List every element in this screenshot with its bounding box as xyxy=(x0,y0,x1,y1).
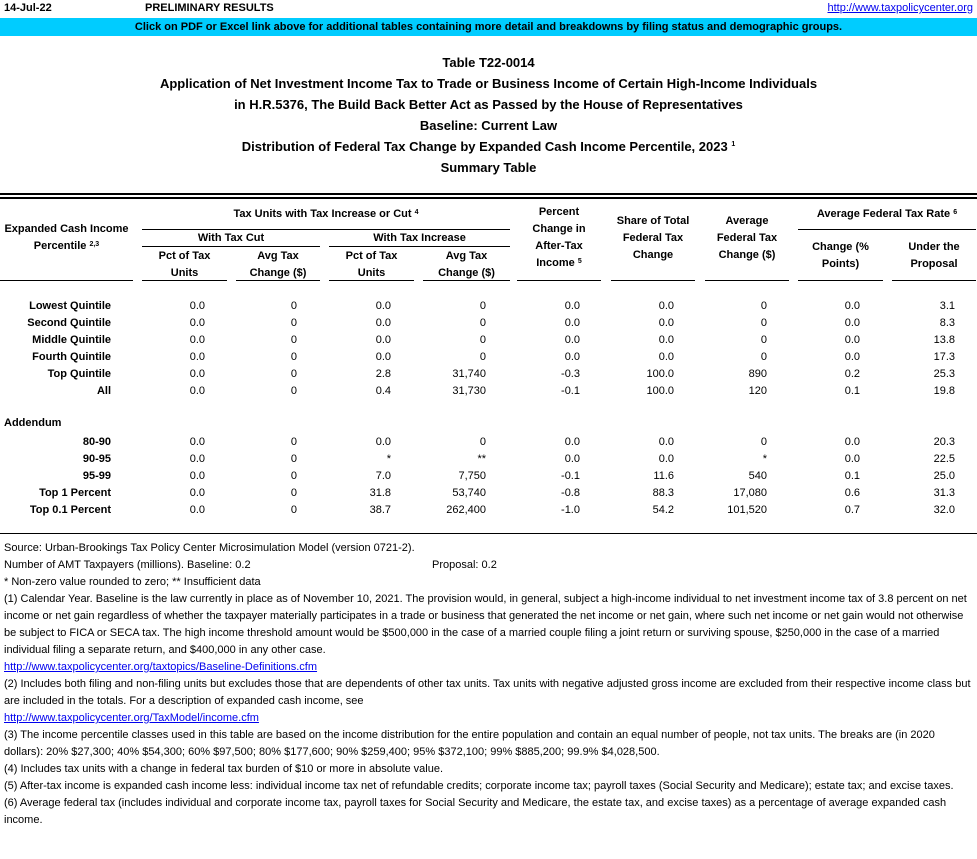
cell-share: 11.6 xyxy=(653,470,674,482)
cell-aftertax: -0.3 xyxy=(561,368,580,380)
cell-aftertax: -0.8 xyxy=(561,487,580,499)
table-row xyxy=(0,332,977,349)
table-row xyxy=(0,451,977,468)
cell-aftertax: -0.1 xyxy=(561,470,580,482)
cell-cut-pct: 0.0 xyxy=(189,453,205,465)
rule xyxy=(798,280,883,281)
cell-aftertax: 0.0 xyxy=(564,317,580,329)
col-with-increase: With Tax Increase xyxy=(373,232,466,244)
cell-aftertax: 0.0 xyxy=(564,334,580,346)
rule xyxy=(705,280,789,281)
cell-rate: 22.5 xyxy=(933,453,955,465)
cell-inc-avg: 0 xyxy=(479,317,486,329)
info-banner: Click on PDF or Excel link above for additional tables containing more detail and breakdowns by filing status and demographic groups. xyxy=(0,18,977,36)
bottom-rule xyxy=(0,533,977,534)
table-row xyxy=(0,485,977,502)
row-label: Fourth Quintile xyxy=(32,351,111,363)
cell-share: 0.0 xyxy=(658,351,674,363)
note-amt: Number of AMT Taxpayers (millions). Baseline: 0.2 Proposal: 0.2 xyxy=(4,559,497,571)
cell-cut-avg: 0 xyxy=(290,334,297,346)
cell-rate-chg: 0.1 xyxy=(844,385,860,397)
cell-avgfed: 0 xyxy=(760,436,767,448)
rule xyxy=(142,280,227,281)
rule xyxy=(0,280,133,281)
notes xyxy=(4,540,974,829)
cell-rate-chg: 0.6 xyxy=(844,487,860,499)
cell-share: 100.0 xyxy=(646,385,674,397)
cell-inc-avg: 0 xyxy=(479,436,486,448)
note-1: (1) Calendar Year. Baseline is the law currently in place as of November 10, 2021. The provision would, in general, subject a high-income individual to net investment income tax of 3.8 percent on net income or net gain regardless of whether the taxpayer materially participates in a trade or business that generated the net income or net gain, where such net income or net gain would not otherwise be subject to FICA or SECA tax. The high income threshold amount would be $500,000 in the case of a married couple filing a joint return or surviving spouse, $250,000 in the case of a married individual filing a separate return, and $400,000 in any other case. xyxy=(4,593,967,656)
col-cut-pct: Pct of Tax Units xyxy=(158,250,211,279)
col-rate-under: Under the Proposal xyxy=(908,241,960,270)
cell-inc-pct: 0.0 xyxy=(375,317,391,329)
row-label: 95-99 xyxy=(82,470,111,482)
cell-rate-chg: 0.1 xyxy=(844,470,860,482)
cell-inc-pct: 0.0 xyxy=(375,436,391,448)
title-line-2: in H.R.5376, The Build Back Better Act as Passed by the House of Representatives xyxy=(234,97,743,112)
col-group-units: Tax Units with Tax Increase or Cut $^4$ xyxy=(233,208,419,220)
col-with-cut: With Tax Cut xyxy=(197,232,265,244)
cell-aftertax: -1.0 xyxy=(561,504,580,516)
cell-inc-avg: 0 xyxy=(479,351,486,363)
income-definition-link[interactable]: http://www.taxpolicycenter.org/TaxModel/income.cfm xyxy=(4,712,259,724)
rule xyxy=(329,246,510,247)
cell-aftertax: -0.1 xyxy=(561,385,580,397)
cell-inc-pct: 7.0 xyxy=(375,470,391,482)
report-date: 14-Jul-22 xyxy=(4,2,52,14)
cell-share: 0.0 xyxy=(658,300,674,312)
cell-rate: 3.1 xyxy=(939,300,955,312)
note-3: (3) The income percentile classes used in this table are based on the income distribution for the entire population and contain an equal number of people, not tax units. The breaks are (in 2020 dollars): 20% $27,300; 40% $54,300; 60% $97,500; 80% $177,600; 90% $259,400; 95% $372,100; 99% $885,200; 99.9% $4,028,500. xyxy=(4,729,935,758)
row-label: All xyxy=(96,385,111,397)
cell-share: 54.2 xyxy=(652,504,674,516)
col-avgfed: Average Federal Tax Change ($) xyxy=(716,215,778,261)
cell-cut-avg: 0 xyxy=(290,487,297,499)
rule xyxy=(329,280,414,281)
cell-rate: 17.3 xyxy=(933,351,955,363)
cell-cut-pct: 0.0 xyxy=(189,368,205,380)
rule xyxy=(892,280,976,281)
cell-avgfed: 0 xyxy=(760,317,767,329)
status-label: PRELIMINARY RESULTS xyxy=(145,2,274,14)
cell-cut-avg: 0 xyxy=(290,470,297,482)
rule xyxy=(611,280,695,281)
title-line-4: Distribution of Federal Tax Change by Expanded Cash Income Percentile, 2023 $^1$ xyxy=(241,139,736,154)
cell-inc-pct: 0.0 xyxy=(375,300,391,312)
top-rule xyxy=(0,193,977,195)
cell-inc-pct: 38.7 xyxy=(369,504,391,516)
cell-avgfed: 0 xyxy=(760,351,767,363)
title-line-1: Application of Net Investment Income Tax to Trade or Business Income of Certain High-Income Individuals xyxy=(159,76,818,91)
note-6: (6) Average federal tax (includes individual and corporate income tax, payroll taxes for Social Security and Medicare, the estate tax, and excise taxes) as a percentage of average expanded cash income. xyxy=(4,797,947,826)
cell-cut-avg: 0 xyxy=(290,368,297,380)
cell-share: 0.0 xyxy=(658,317,674,329)
table-id: Table T22-0014 xyxy=(442,55,535,70)
cell-rate: 20.3 xyxy=(933,436,955,448)
cell-rate: 13.8 xyxy=(933,334,955,346)
cell-inc-avg: 7,750 xyxy=(458,470,486,482)
cell-rate: 25.0 xyxy=(933,470,955,482)
cell-avgfed: 17,080 xyxy=(733,487,767,499)
note-2: (2) Includes both filing and non-filing units but excludes those that are dependents of other tax units. Tax units with negative adjusted gross income are excluded from their respective income class but are included in the totals. For a description of expanded cash income, see xyxy=(4,678,971,707)
cell-inc-pct: 0.4 xyxy=(375,385,391,397)
cell-inc-pct: * xyxy=(386,453,391,465)
col-aftertax: Percent Change in After-Tax Income $^5$ xyxy=(532,206,586,269)
rule xyxy=(142,246,320,247)
cell-avgfed: 0 xyxy=(760,300,767,312)
col-share: Share of Total Federal Tax Change xyxy=(616,215,690,261)
cell-share: 88.3 xyxy=(652,487,674,499)
note-legend: * Non-zero value rounded to zero; ** Insufficient data xyxy=(4,576,261,588)
cell-cut-pct: 0.0 xyxy=(189,300,205,312)
title-line-3: Baseline: Current Law xyxy=(419,118,558,133)
cell-rate-chg: 0.2 xyxy=(844,368,860,380)
cell-cut-avg: 0 xyxy=(290,351,297,363)
row-label: 90-95 xyxy=(82,453,111,465)
cell-inc-pct: 31.8 xyxy=(369,487,391,499)
cell-rate-chg: 0.0 xyxy=(844,334,860,346)
cell-rate-chg: 0.0 xyxy=(844,300,860,312)
title-line-5: Summary Table xyxy=(440,160,537,175)
row-label: Lowest Quintile xyxy=(29,300,111,312)
cell-cut-pct: 0.0 xyxy=(189,504,205,516)
table-row xyxy=(0,298,977,315)
cell-rate-chg: 0.0 xyxy=(844,453,860,465)
cell-inc-pct: 0.0 xyxy=(375,351,391,363)
cell-rate-chg: 0.0 xyxy=(844,317,860,329)
row-label: Top Quintile xyxy=(47,368,111,380)
cell-cut-avg: 0 xyxy=(290,385,297,397)
cell-share: 0.0 xyxy=(658,436,674,448)
cell-inc-avg: 31,730 xyxy=(452,385,486,397)
cell-avgfed: 0 xyxy=(760,334,767,346)
note-4: (4) Includes tax units with a change in federal tax burden of $10 or more in absolute value. xyxy=(4,763,444,775)
cell-avgfed: 120 xyxy=(748,385,767,397)
cell-cut-avg: 0 xyxy=(290,504,297,516)
cell-rate: 8.3 xyxy=(939,317,955,329)
cell-aftertax: 0.0 xyxy=(564,300,580,312)
col-inc-pct: Pct of Tax Units xyxy=(345,250,398,279)
cell-rate: 19.8 xyxy=(933,385,955,397)
cell-aftertax: 0.0 xyxy=(564,453,580,465)
table-row xyxy=(0,468,977,485)
cell-avgfed: 540 xyxy=(748,470,767,482)
note-5: (5) After-tax income is expanded cash income less: individual income tax net of refundable credits; corporate income tax; payroll taxes (Social Security and Medicare); estate tax; and excise taxes. xyxy=(4,780,954,792)
cell-share: 0.0 xyxy=(658,334,674,346)
top-rule-2 xyxy=(0,197,977,199)
row-label: Top 0.1 Percent xyxy=(29,504,111,516)
row-label: Middle Quintile xyxy=(32,334,111,346)
title-block xyxy=(0,52,977,178)
cell-share: 0.0 xyxy=(658,453,674,465)
cell-cut-avg: 0 xyxy=(290,300,297,312)
cell-cut-pct: 0.0 xyxy=(189,334,205,346)
cell-aftertax: 0.0 xyxy=(564,351,580,363)
table-row xyxy=(0,366,977,383)
table-row xyxy=(0,383,977,400)
cell-rate: 32.0 xyxy=(933,504,955,516)
cell-avgfed: 890 xyxy=(748,368,767,380)
cell-cut-pct: 0.0 xyxy=(189,385,205,397)
cell-inc-avg: 0 xyxy=(479,300,486,312)
cell-cut-pct: 0.0 xyxy=(189,351,205,363)
cell-cut-avg: 0 xyxy=(290,436,297,448)
table-row xyxy=(0,434,977,451)
col-cut-avg: Avg Tax Change ($) xyxy=(249,250,307,279)
baseline-definitions-link[interactable]: http://www.taxpolicycenter.org/taxtopics/Baseline-Definitions.cfm xyxy=(4,661,318,673)
rule xyxy=(236,280,320,281)
addendum-label: Addendum xyxy=(4,417,62,429)
cell-inc-avg: 262,400 xyxy=(446,504,486,516)
cell-rate-chg: 0.7 xyxy=(844,504,860,516)
cell-rate: 25.3 xyxy=(933,368,955,380)
cell-inc-avg: 31,740 xyxy=(452,368,486,380)
table-row xyxy=(0,502,977,519)
col-inc-avg: Avg Tax Change ($) xyxy=(438,250,495,279)
table-row xyxy=(0,315,977,332)
col-group-rate: Average Federal Tax Rate $^6$ xyxy=(816,208,958,220)
cell-share: 100.0 xyxy=(646,368,674,380)
row-label: Top 1 Percent xyxy=(39,487,111,499)
note-source: Source: Urban-Brookings Tax Policy Center Microsimulation Model (version 0721-2). xyxy=(4,542,415,554)
cell-cut-pct: 0.0 xyxy=(189,436,205,448)
cell-inc-avg: ** xyxy=(477,453,486,465)
cell-rate: 31.3 xyxy=(933,487,955,499)
rule xyxy=(517,280,601,281)
cell-rate-chg: 0.0 xyxy=(844,351,860,363)
cell-inc-avg: 0 xyxy=(479,334,486,346)
cell-cut-pct: 0.0 xyxy=(189,470,205,482)
table-row xyxy=(0,349,977,366)
cell-cut-avg: 0 xyxy=(290,453,297,465)
row-label: 80-90 xyxy=(82,436,111,448)
cell-avgfed: 101,520 xyxy=(727,504,767,516)
rule xyxy=(798,229,976,230)
cell-inc-pct: 0.0 xyxy=(375,334,391,346)
cell-cut-avg: 0 xyxy=(290,317,297,329)
cell-cut-pct: 0.0 xyxy=(189,487,205,499)
col-rate-change: Change (% Points) xyxy=(812,241,869,270)
cell-avgfed: * xyxy=(762,453,767,465)
cell-cut-pct: 0.0 xyxy=(189,317,205,329)
rule xyxy=(423,280,510,281)
cell-inc-pct: 2.8 xyxy=(375,368,391,380)
col-percentile: Expanded Cash Income Percentile $^{2,3}$ xyxy=(4,223,129,252)
cell-inc-avg: 53,740 xyxy=(452,487,486,499)
cell-aftertax: 0.0 xyxy=(564,436,580,448)
row-label: Second Quintile xyxy=(27,317,111,329)
cell-rate-chg: 0.0 xyxy=(844,436,860,448)
tpc-home-link[interactable]: http://www.taxpolicycenter.org xyxy=(827,2,973,14)
